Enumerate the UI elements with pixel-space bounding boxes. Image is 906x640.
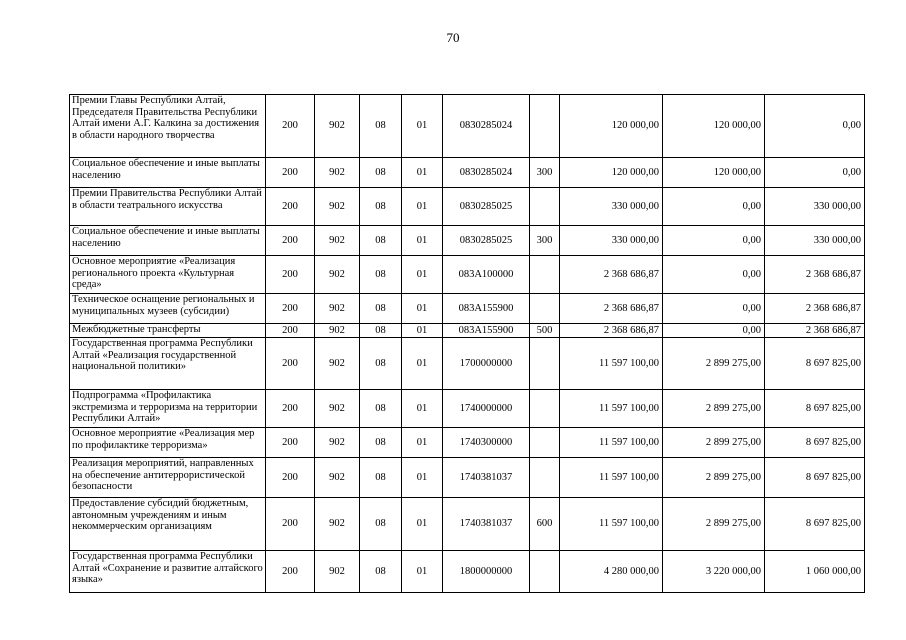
cell-amount-total: 11 597 100,00 — [560, 458, 663, 498]
row-name: Подпрограмма «Профилактика экстремизма и терроризма на территории Республики Алтай» — [70, 390, 266, 428]
table-row — [70, 338, 865, 390]
cell-amount-federal: 0,00 — [663, 294, 765, 324]
cell-a: 200 — [266, 256, 315, 294]
cell-amount-total: 2 368 686,87 — [560, 324, 663, 338]
cell-amount-federal: 120 000,00 — [663, 158, 765, 188]
cell-type: 300 — [530, 226, 560, 256]
cell-section: 08 — [360, 551, 402, 593]
cell-subsection: 01 — [402, 324, 443, 338]
cell-amount-total: 120 000,00 — [560, 95, 663, 158]
budget-table — [69, 94, 865, 593]
cell-subsection: 01 — [402, 95, 443, 158]
cell-b: 902 — [315, 256, 360, 294]
cell-type — [530, 551, 560, 593]
table-row — [70, 188, 865, 226]
table-row — [70, 294, 865, 324]
cell-subsection: 01 — [402, 551, 443, 593]
row-name: Основное мероприятие «Реализация регионального проекта «Культурная среда» — [70, 256, 266, 294]
row-name: Основное мероприятие «Реализация мер по профилактике терроризма» — [70, 428, 266, 458]
cell-subsection: 01 — [402, 338, 443, 390]
cell-amount-total: 11 597 100,00 — [560, 428, 663, 458]
cell-amount-federal: 2 899 275,00 — [663, 458, 765, 498]
cell-b: 902 — [315, 226, 360, 256]
cell-section: 08 — [360, 324, 402, 338]
row-name: Премии Правительства Республики Алтай в области театрального искусства — [70, 188, 266, 226]
cell-a: 200 — [266, 324, 315, 338]
table-row — [70, 226, 865, 256]
cell-b: 902 — [315, 390, 360, 428]
cell-type — [530, 338, 560, 390]
table-row — [70, 390, 865, 428]
cell-code: 1740300000 — [443, 428, 530, 458]
cell-section: 08 — [360, 226, 402, 256]
cell-amount-total: 330 000,00 — [560, 226, 663, 256]
cell-b: 902 — [315, 458, 360, 498]
table-row — [70, 158, 865, 188]
cell-amount-total: 120 000,00 — [560, 158, 663, 188]
cell-section: 08 — [360, 294, 402, 324]
cell-b: 902 — [315, 188, 360, 226]
cell-amount-regional: 8 697 825,00 — [765, 498, 865, 551]
cell-code: 1700000000 — [443, 338, 530, 390]
cell-b: 902 — [315, 294, 360, 324]
cell-amount-federal: 0,00 — [663, 188, 765, 226]
cell-type — [530, 256, 560, 294]
cell-type — [530, 95, 560, 158]
cell-section: 08 — [360, 158, 402, 188]
cell-b: 902 — [315, 498, 360, 551]
cell-amount-regional: 2 368 686,87 — [765, 294, 865, 324]
cell-code: 1740381037 — [443, 458, 530, 498]
cell-a: 200 — [266, 158, 315, 188]
cell-code: 0830285025 — [443, 188, 530, 226]
cell-a: 200 — [266, 226, 315, 256]
cell-amount-regional: 0,00 — [765, 158, 865, 188]
cell-code: 083A155900 — [443, 324, 530, 338]
cell-a: 200 — [266, 390, 315, 428]
cell-type — [530, 294, 560, 324]
cell-type — [530, 188, 560, 226]
cell-amount-regional: 8 697 825,00 — [765, 338, 865, 390]
row-name: Государственная программа Республики Алтай «Реализация государственной национальной политики» — [70, 338, 266, 390]
cell-b: 902 — [315, 551, 360, 593]
cell-amount-federal: 3 220 000,00 — [663, 551, 765, 593]
row-name: Социальное обеспечение и иные выплаты населению — [70, 226, 266, 256]
cell-a: 200 — [266, 428, 315, 458]
table-row — [70, 256, 865, 294]
cell-type — [530, 458, 560, 498]
cell-b: 902 — [315, 324, 360, 338]
cell-b: 902 — [315, 158, 360, 188]
cell-code: 083A155900 — [443, 294, 530, 324]
cell-amount-regional: 330 000,00 — [765, 188, 865, 226]
cell-code: 0830285024 — [443, 158, 530, 188]
cell-a: 200 — [266, 294, 315, 324]
cell-type — [530, 428, 560, 458]
cell-amount-federal: 2 899 275,00 — [663, 338, 765, 390]
table-row — [70, 458, 865, 498]
cell-amount-regional: 2 368 686,87 — [765, 324, 865, 338]
cell-amount-federal: 0,00 — [663, 324, 765, 338]
cell-subsection: 01 — [402, 458, 443, 498]
cell-a: 200 — [266, 338, 315, 390]
cell-a: 200 — [266, 498, 315, 551]
cell-type: 500 — [530, 324, 560, 338]
cell-amount-regional: 2 368 686,87 — [765, 256, 865, 294]
row-name: Предоставление субсидий бюджетным, автономным учреждениям и иным некоммерческим организациям — [70, 498, 266, 551]
cell-b: 902 — [315, 338, 360, 390]
row-name: Реализация мероприятий, направленных на обеспечение антитеррористической безопасности — [70, 458, 266, 498]
cell-amount-total: 330 000,00 — [560, 188, 663, 226]
row-name: Государственная программа Республики Алтай «Сохранение и развитие алтайского языка» — [70, 551, 266, 593]
cell-amount-total: 2 368 686,87 — [560, 256, 663, 294]
cell-amount-federal: 2 899 275,00 — [663, 498, 765, 551]
cell-code: 0830285025 — [443, 226, 530, 256]
row-name: Техническое оснащение региональных и муниципальных музеев (субсидии) — [70, 294, 266, 324]
table-row — [70, 324, 865, 338]
cell-a: 200 — [266, 95, 315, 158]
cell-type — [530, 390, 560, 428]
table-row — [70, 428, 865, 458]
cell-subsection: 01 — [402, 390, 443, 428]
cell-code: 083A100000 — [443, 256, 530, 294]
cell-amount-regional: 8 697 825,00 — [765, 458, 865, 498]
cell-amount-federal: 2 899 275,00 — [663, 428, 765, 458]
row-name: Межбюджетные трансферты — [70, 324, 266, 338]
cell-subsection: 01 — [402, 498, 443, 551]
cell-subsection: 01 — [402, 188, 443, 226]
cell-subsection: 01 — [402, 158, 443, 188]
cell-amount-federal: 2 899 275,00 — [663, 390, 765, 428]
cell-amount-regional: 0,00 — [765, 95, 865, 158]
cell-a: 200 — [266, 551, 315, 593]
cell-subsection: 01 — [402, 294, 443, 324]
page-number: 70 — [446, 30, 460, 45]
cell-amount-total: 11 597 100,00 — [560, 498, 663, 551]
cell-b: 902 — [315, 95, 360, 158]
row-name: Премии Главы Республики Алтай, Председателя Правительства Республики Алтай имени А.Г. Калкина за достижения в области народного творчества — [70, 95, 266, 158]
table-row — [70, 551, 865, 593]
cell-amount-regional: 8 697 825,00 — [765, 428, 865, 458]
cell-section: 08 — [360, 338, 402, 390]
cell-amount-total: 11 597 100,00 — [560, 390, 663, 428]
cell-amount-regional: 1 060 000,00 — [765, 551, 865, 593]
cell-subsection: 01 — [402, 226, 443, 256]
cell-type: 300 — [530, 158, 560, 188]
cell-section: 08 — [360, 188, 402, 226]
cell-amount-federal: 0,00 — [663, 226, 765, 256]
cell-subsection: 01 — [402, 256, 443, 294]
table-row — [70, 95, 865, 158]
cell-amount-total: 4 280 000,00 — [560, 551, 663, 593]
cell-b: 902 — [315, 428, 360, 458]
cell-amount-federal: 0,00 — [663, 256, 765, 294]
cell-a: 200 — [266, 188, 315, 226]
cell-section: 08 — [360, 458, 402, 498]
cell-code: 1740381037 — [443, 498, 530, 551]
cell-type: 600 — [530, 498, 560, 551]
cell-subsection: 01 — [402, 428, 443, 458]
cell-amount-federal: 120 000,00 — [663, 95, 765, 158]
cell-section: 08 — [360, 390, 402, 428]
cell-amount-total: 11 597 100,00 — [560, 338, 663, 390]
cell-section: 08 — [360, 498, 402, 551]
cell-section: 08 — [360, 95, 402, 158]
cell-code: 0830285024 — [443, 95, 530, 158]
cell-amount-regional: 330 000,00 — [765, 226, 865, 256]
cell-amount-regional: 8 697 825,00 — [765, 390, 865, 428]
cell-amount-total: 2 368 686,87 — [560, 294, 663, 324]
table-row — [70, 498, 865, 551]
row-name: Социальное обеспечение и иные выплаты населению — [70, 158, 266, 188]
cell-section: 08 — [360, 428, 402, 458]
cell-code: 1740000000 — [443, 390, 530, 428]
cell-section: 08 — [360, 256, 402, 294]
cell-code: 1800000000 — [443, 551, 530, 593]
cell-a: 200 — [266, 458, 315, 498]
